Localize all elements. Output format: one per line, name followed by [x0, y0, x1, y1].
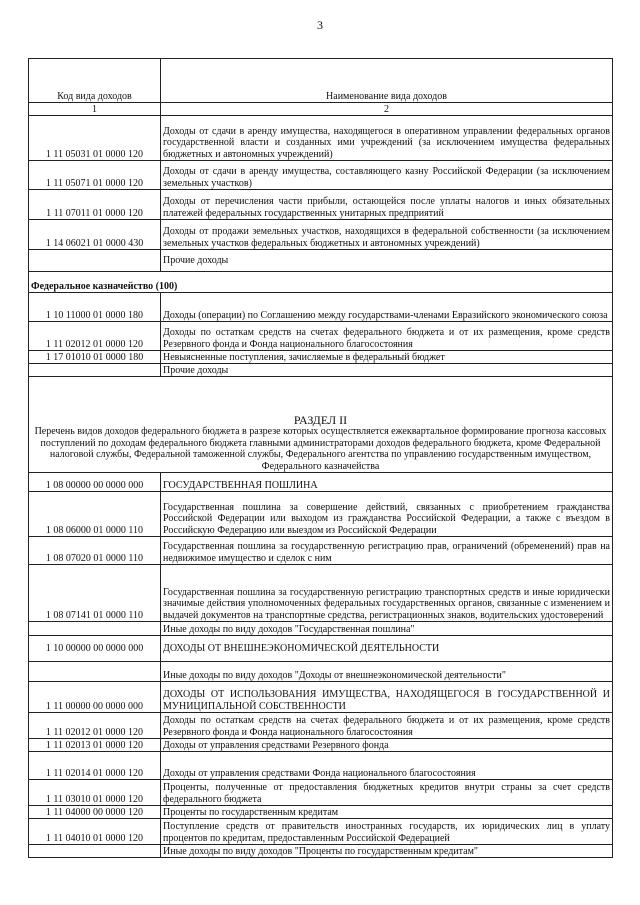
table-row: [29, 739, 613, 752]
revenue-name: Поступление средств от правительств иностранных государств, их юридических лиц в уплату процентов по кредитам, предоставленным Российской Федерацией: [161, 819, 613, 845]
section-row: [29, 272, 613, 293]
revenue-code: 1 11 05031 01 0000 120: [29, 116, 161, 161]
revenue-table: [28, 58, 613, 858]
table-row: [29, 250, 613, 272]
revenue-name: Государственная пошлина за государственную регистрацию прав, ограничений (обременений) прав на недвижимое имущество и сделок с ним: [161, 537, 613, 565]
table-row: [29, 752, 613, 780]
razdel-block: [29, 377, 613, 473]
table-header-row: [29, 59, 613, 103]
table-row: [29, 473, 613, 492]
revenue-name: Доходы от управления средствами Фонда национального благосостояния: [161, 752, 613, 780]
table-row: [29, 565, 613, 622]
revenue-name: Доходы от управления средствами Резервного фонда: [161, 739, 613, 752]
revenue-name: Доходы (операции) по Соглашению между государствами-членами Евразийского экономического союза: [161, 293, 613, 322]
revenue-code: 1 11 00000 00 0000 000: [29, 682, 161, 713]
table-row: [29, 622, 613, 636]
revenue-code: 1 11 03010 01 0000 120: [29, 780, 161, 806]
revenue-code: [29, 364, 161, 377]
revenue-name: Прочие доходы: [161, 364, 613, 377]
revenue-name: Проценты, полученные от предоставления бюджетных кредитов внутри страны за счет средств федерального бюджета: [161, 780, 613, 806]
table-row: [29, 492, 613, 537]
revenue-name: Иные доходы по виду доходов "Доходы от внешнеэкономической деятельности": [161, 662, 613, 682]
revenue-name: Прочие доходы: [161, 250, 613, 272]
header-code: Код вида доходов: [29, 59, 161, 103]
revenue-name: Доходы от перечисления части прибыли, остающейся после уплаты налогов и иных обязательных платежей федеральных государственных унитарных предприятий: [161, 190, 613, 220]
revenue-code: 1 11 07011 01 0000 120: [29, 190, 161, 220]
table-row: [29, 662, 613, 682]
table-row: [29, 806, 613, 819]
table-row: [29, 322, 613, 351]
revenue-name: Государственная пошлина за государственную регистрацию транспортных средств и иные юридически значимые действия уполномоченных федеральных государственных органов, связанные с изменением и выдачей документов на транспортные средства, регистрационных знаков, водительских удостоверений: [161, 565, 613, 622]
section-title-treasury: Федеральное казначейство (100): [29, 272, 613, 293]
table-row: [29, 190, 613, 220]
revenue-name: Проценты по государственным кредитам: [161, 806, 613, 819]
table-row: [29, 845, 613, 858]
table-row: [29, 116, 613, 161]
revenue-name: ДОХОДЫ ОТ ВНЕШНЕЭКОНОМИЧЕСКОЙ ДЕЯТЕЛЬНОСТИ: [161, 636, 613, 662]
table-row: [29, 161, 613, 190]
revenue-code: 1 11 02012 01 0000 120: [29, 322, 161, 351]
column-number: 2: [161, 103, 613, 116]
revenue-name: ГОСУДАРСТВЕННАЯ ПОШЛИНА: [161, 473, 613, 492]
revenue-name: Иные доходы по виду доходов "Государственная пошлина": [161, 622, 613, 636]
revenue-name: Государственная пошлина за совершение действий, связанных с приобретением гражданства Российской Федерации или выходом из гражданства Российской Федерации, а также с въездом в Российскую Федерацию или выездом из Российской Федерации: [161, 492, 613, 537]
revenue-code: 1 11 05071 01 0000 120: [29, 161, 161, 190]
table-row: [29, 293, 613, 322]
revenue-name: Иные доходы по виду доходов "Проценты по государственным кредитам": [161, 845, 613, 858]
revenue-name: Доходы от продажи земельных участков, находящихся в федеральной собственности (за исключением земельных участков федеральных бюджетных и автономных учреждений): [161, 220, 613, 250]
revenue-name: Невыясненные поступления, зачисляемые в федеральный бюджет: [161, 351, 613, 364]
revenue-name: ДОХОДЫ ОТ ИСПОЛЬЗОВАНИЯ ИМУЩЕСТВА, НАХОДЯЩЕГОСЯ В ГОСУДАРСТВЕННОЙ И МУНИЦИПАЛЬНОЙ СОБСТВЕННОСТИ: [161, 682, 613, 713]
table-row: [29, 537, 613, 565]
revenue-code: 1 10 00000 00 0000 000: [29, 636, 161, 662]
revenue-code: 1 14 06021 01 0000 430: [29, 220, 161, 250]
table-row: [29, 636, 613, 662]
revenue-code: 1 10 11000 01 0000 180: [29, 293, 161, 322]
revenue-code: 1 17 01010 01 0000 180: [29, 351, 161, 364]
revenue-code: 1 11 02014 01 0000 120: [29, 752, 161, 780]
revenue-code: 1 08 06000 01 0000 110: [29, 492, 161, 537]
page-number: 3: [317, 18, 323, 32]
revenue-code: 1 08 07141 01 0000 110: [29, 565, 161, 622]
revenue-code: 1 08 00000 00 0000 000: [29, 473, 161, 492]
table-row: [29, 220, 613, 250]
razdel-title: РАЗДЕЛ II: [293, 412, 348, 427]
razdel-description: Перечень видов доходов федерального бюджета в разрезе которых осуществляется ежеквартальное формирование прогноза кассовых поступлений по доходам федерального бюджета главными администраторами доходов федерального бюджета, кроме Федеральной налоговой службы, Федеральной таможенной службы, Федерального агентства по управлению государственным имуществом, Федерального казначейства: [34, 426, 607, 472]
table-row: [29, 780, 613, 806]
revenue-code: [29, 662, 161, 682]
revenue-code: 1 11 02012 01 0000 120: [29, 713, 161, 739]
table-row: [29, 351, 613, 364]
table-row: [29, 819, 613, 845]
razdel-row: [29, 377, 613, 473]
revenue-code: 1 11 04010 01 0000 120: [29, 819, 161, 845]
column-number: 1: [29, 103, 161, 116]
numbering-row: [29, 103, 613, 116]
revenue-name: Доходы по остаткам средств на счетах федерального бюджета и от их размещения, кроме средств Резервного фонда и Фонда национального благосостояния: [161, 322, 613, 351]
table-row: [29, 682, 613, 713]
revenue-code: [29, 622, 161, 636]
revenue-code: 1 08 07020 01 0000 110: [29, 537, 161, 565]
header-name: Наименование вида доходов: [161, 59, 613, 103]
revenue-code: 1 11 02013 01 0000 120: [29, 739, 161, 752]
table-row: [29, 364, 613, 377]
revenue-code: 1 11 04000 00 0000 120: [29, 806, 161, 819]
revenue-name: Доходы по остаткам средств на счетах федерального бюджета и от их размещения, кроме средств Резервного фонда и Фонда национального благосостояния: [161, 713, 613, 739]
revenue-code: [29, 250, 161, 272]
revenue-code: [29, 845, 161, 858]
table-row: [29, 713, 613, 739]
revenue-name: Доходы от сдачи в аренду имущества, находящегося в оперативном управлении федеральных органов государственной власти и созданных ими учреждений (за исключением имущества федеральных бюджетных и автономных учреждений): [161, 116, 613, 161]
revenue-name: Доходы от сдачи в аренду имущества, составляющего казну Российской Федерации (за исключением земельных участков): [161, 161, 613, 190]
